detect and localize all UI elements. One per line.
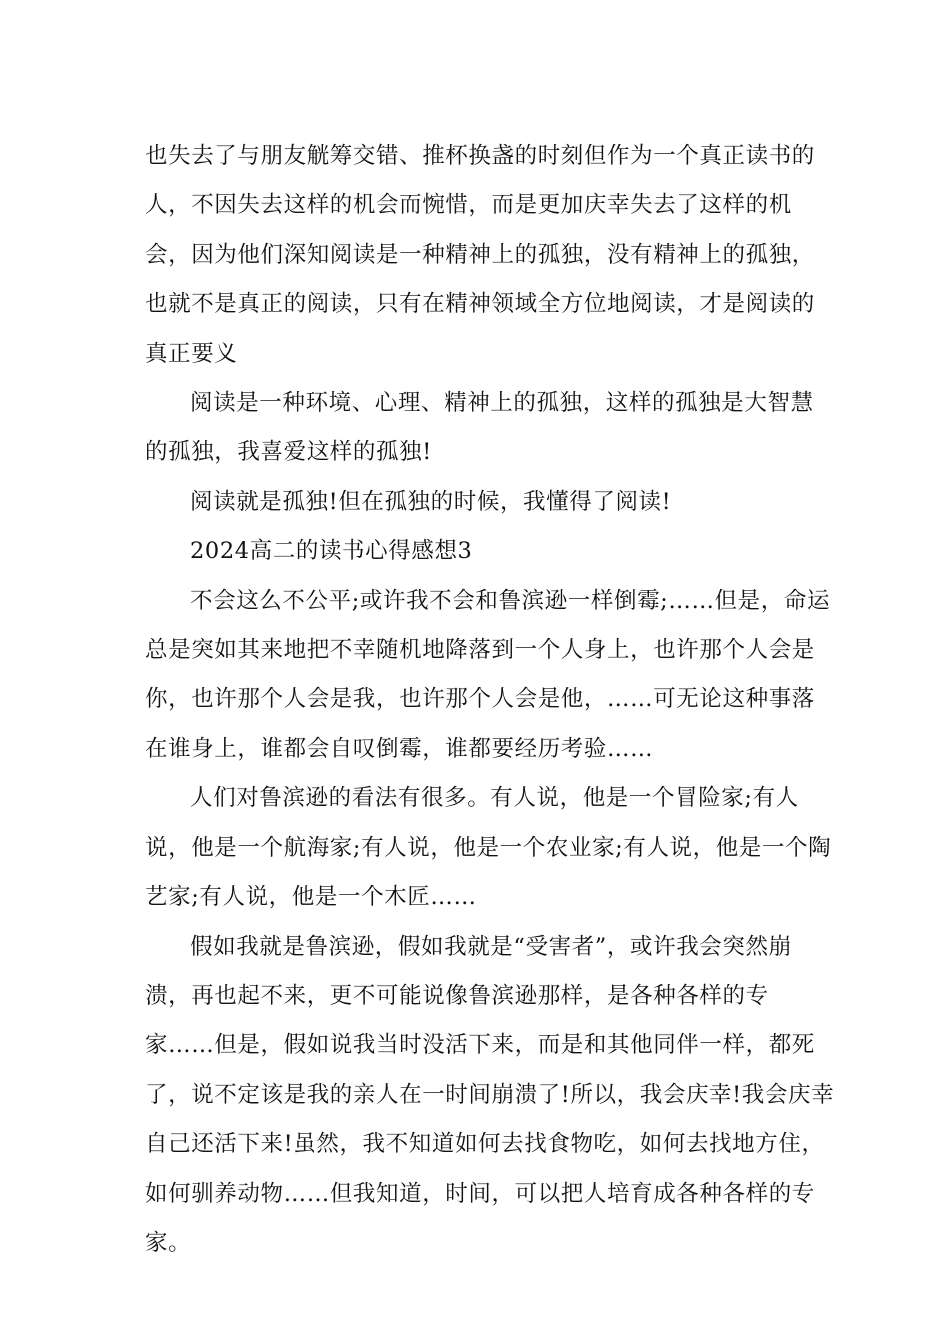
paragraph-continuation: 也失去了与朋友觥筹交错、推杯换盏的时刻但作为一个真正读书的人，不因失去这样的机会而惋惜，而是更加庆幸失去了这样的机会，因为他们深知阅读是一种精神上的孤独，没有精神上的孤独，也就不是真正的阅读，只有在精神领域全方位地阅读，才是阅读的真正要义 [145, 143, 815, 367]
paragraph-reading-solitude: 阅读是一种环境、心理、精神上的孤独，这样的孤独是大智慧的孤独，我喜爱这样的孤独! [145, 390, 814, 466]
paragraph-if-i-were-robinson: 假如我就是鲁滨逊，假如我就是“受害者”，或许我会突然崩溃，再也起不来，更不可能说像鲁滨逊那样，是各种各样的专家……但是，假如说我当时没活下来，而是和其他同伴一样，都死了，说不定该是我的亲人在一时间崩溃了!所以，我会庆幸!我会庆幸自己还活下来!虽然，我不知道如何去找食物吃，如何去找地方住，如何驯养动物……但我知道，时间，可以把人培育成各种各样的专家。 [145, 933, 835, 1256]
paragraph-unfair-fate: 不会这么不公平;或许我不会和鲁滨逊一样倒霉;……但是，命运总是突如其来地把不幸随机地降落到一个人身上，也许那个人会是你，也许那个人会是我，也许那个人会是他，……可无论这种事落在谁身上，谁都会自叹倒霉，谁都要经历考验…… [145, 587, 831, 762]
document-body [145, 132, 835, 1268]
section-heading: 2024高二的读书心得感想3 [190, 538, 473, 565]
paragraph-views-on-robinson: 人们对鲁滨逊的看法有很多。有人说，他是一个冒险家;有人说，他是一个航海家;有人说，他是一个农业家;有人说，他是一个陶艺家;有人说，他是一个木匠…… [145, 785, 832, 911]
paragraph-reading-is-solitude: 阅读就是孤独!但在孤独的时候，我懂得了阅读! [190, 488, 672, 515]
